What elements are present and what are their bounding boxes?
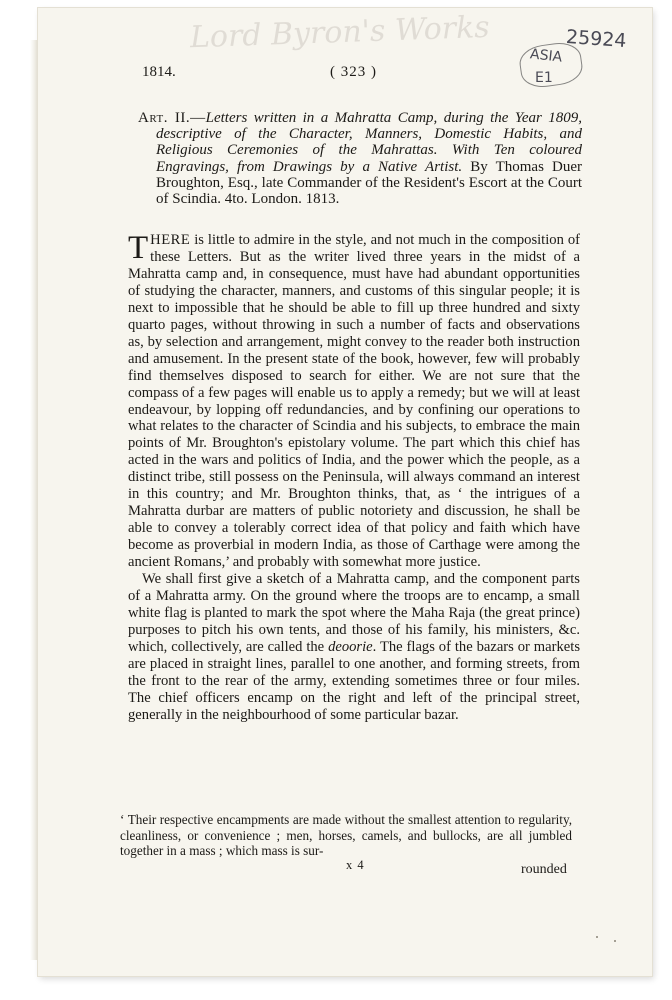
footnote-quote: ‘ Their respective encampments are made without the smallest attention to regularity, cleanliness, or convenience ; men, horses, camels, and bullocks, are all jumbled together in a mass ; which mass is sur- <box>120 812 572 859</box>
running-head-year: 1814. <box>142 64 176 80</box>
article-byline: By Thomas Duer Broughton, Esq., late Commander of the Resident's Escort at the Court of Scindia. 4to. London. 1813. <box>156 158 583 208</box>
paragraph-2-term: deoorie <box>328 638 373 655</box>
signature-mark: x 4 <box>346 858 365 872</box>
inventory-number: 25924 <box>565 25 628 53</box>
article-label: Art. II.— <box>138 110 206 126</box>
running-head-page-number: ( 323 ) <box>330 64 377 80</box>
bleed-through-text: Lord Byron's Works <box>189 9 491 56</box>
paper-speck <box>596 936 598 938</box>
paragraph-1-text: is little to admire in the style, and not much in the composition of these Letters. But as the writer lived three years in the midst of a Mahratta camp and, in consequence, must have had abundant opportunities of studying the character, manners, and customs of this singular people; it is next to impossible that he should be able to fill up three hundred and sixty quarto pages, without throwing in such a number of facts and observations as, by selection and arrangement, might convey to the reader both instruction and amusement. In the present state of the book, however, few will probably find themselves disposed to search for either. We are not sure that the compass of a few pages will enable us to apply a remedy; but we will at least endeavour, by lopping off redundancies, and by confining our operations to what relates to the character of Scindia and his subjects, to embrace the main points of Mr. Broughton's epistolary volume. The part which this chief has acted in the wars and politics of India, and the power which the people, as a distinct tribe, still possess on the Peninsula, will always command an interest in this country; and Mr. Broughton thinks, that, as ‘ the intrigues of a Mahratta durbar are matters of public notoriety and discussion, he shall be able to convey a tolerably correct idea of that policy and faith which have become as proverbial in modern India, as those of Carthage were among the ancient Romans,’ and probably with somewhat more justice. <box>128 232 580 571</box>
opening-word: HERE <box>150 232 191 248</box>
article-title: Letters written in a Mahratta Camp, during the Year 1809, descriptive of the Character, Manners, Domestic Habits, and Religious Ceremonies of the Mahrattas. With Ten coloured Engravings, from Drawings by a Native Artist. <box>156 110 582 175</box>
paper-speck <box>614 940 616 942</box>
paragraph-2-text-b: . The flags of the bazars or markets are placed in straight lines, parallel to one another, and forming streets, from the front to the rear of the army, extending sometimes three or four miles. The chief officers encamp on the right and left of the principal street, generally in the neighbourhood of some particular bazar. <box>128 638 580 723</box>
paragraph-2 <box>128 571 580 724</box>
drop-cap: T <box>128 230 149 266</box>
article-heading <box>138 110 582 207</box>
paragraph-1 <box>128 232 580 571</box>
article-body <box>128 232 580 724</box>
shelf-annotation: E1 <box>535 70 553 86</box>
catchword: rounded <box>521 862 567 877</box>
region-annotation: ASIA <box>529 46 563 66</box>
paragraph-2-text-a: We shall first give a sketch of a Mahratta camp, and the component parts of a Mahratta army. On the ground where the troops are to encamp, a small white flag is planted to mark the spot where the Maha Raja (the great prince) purposes to pitch his own tents, and those of his family, his ministers, &c. which, collectively, are called the <box>128 571 580 655</box>
